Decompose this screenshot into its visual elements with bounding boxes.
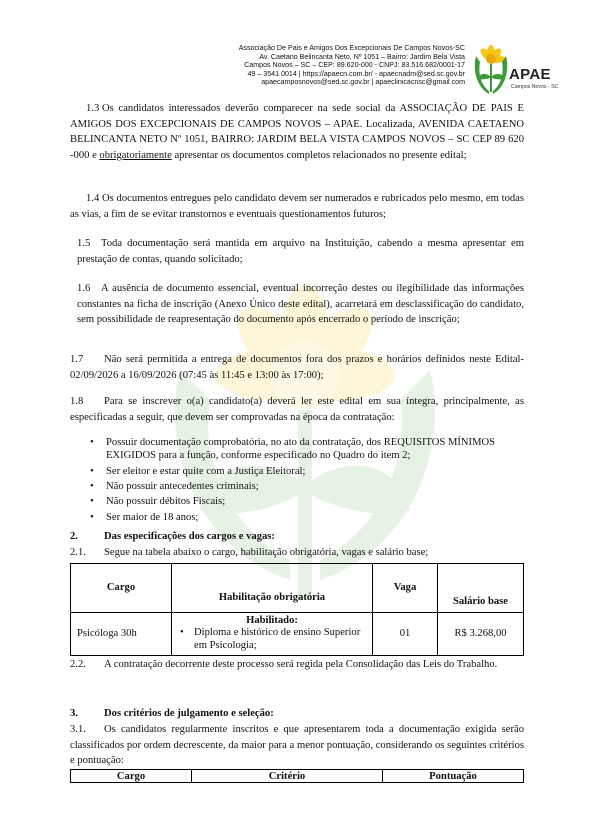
letterhead [190,44,465,87]
column-header: Cargo [71,564,172,613]
item-number: 1.5 [77,238,91,249]
habilitation-title: Habilitado: [246,614,298,626]
habilitation-item: • Diploma e histórico de ensino Superior em Psicologia; [178,627,366,652]
cell-salario: R$ 3.268,00 [438,613,524,656]
paragraph-1-7 [70,352,524,383]
table-row [71,613,524,656]
item-number: 1.4 [86,193,100,204]
item-number: 1.8 [70,396,84,407]
list-item: • Ser maior de 18 anos; [104,511,530,524]
criteria-table [70,769,524,783]
paragraph-text: apresentar os documentos completos relacionados no presente edital; [171,149,467,161]
section-title: Dos critérios de julgamento e seleção: [104,708,274,719]
paragraph-1-8 [70,394,524,425]
column-header: Habilitação obrigatória [172,564,373,613]
paragraph-text: A ausência de documento essencial, eventual incorreção destes ou ilegibilidade das informações constantes na ficha de inscrição (Anexo Único deste edital), acarretará em desclassificação do candidato, sem possibilidade de reapresentação do documento após encerrado o período de inscrição; [77,283,524,326]
letterhead-line: 49 – 3541 0014 | https://apaecn.com.br/ - apaecnadm@sed.sc.gov.br [247,69,465,78]
column-header: Pontuação [383,770,524,783]
list-item: • Ser eleitor e estar quite com a Justiça Eleitoral; [104,465,530,478]
column-header: Cargo [71,770,192,783]
paragraph-text: Para se inscrever o(a) candidato(a) deverá ler este edital em sua íntegra, principalmente, as especificadas a seguir, que devem ser comprovadas na época da contratação: [70,396,524,423]
item-number: 2.1. [70,547,86,558]
paragraph-1-4 [70,191,524,222]
requirements-list [70,436,530,526]
logo-subtitle: Campos Novos - SC [511,84,559,90]
section-number: 2. [70,531,78,542]
list-item: • Possuir documentação comprobatória, no ato da contratação, dos REQUISITOS MÍNIMOS EXIGIDOS para a função, conforme especificado no Quadro do item 2; [104,436,530,462]
underlined-word: obrigatoriamente [99,149,172,161]
criteria-table-wrapper [70,769,524,783]
section-3-heading [70,706,524,722]
section-title: Das especificações dos cargos e vagas: [104,531,275,542]
paragraph-2-1 [70,545,524,561]
paragraph-1-3 [70,101,524,163]
logo-title: APAE [509,66,551,83]
paragraph-text: Toda documentação será mantida em arquivo na Instituição, cabendo a mesma apresentar em prestação de contas, quando solicitado; [77,238,524,265]
table-header-row [71,564,524,613]
section-2-heading [70,529,524,545]
paragraph-text: Não será permitida a entrega de documentos fora dos prazos e horários definidos neste Edital- 02/09/2026 a 16/09/2026 (07:45 às 11:45 e 13:00 às 17:00); [70,354,524,381]
column-header: Salário base [438,564,524,613]
list-item: • Não possuir débitos Fiscais; [104,495,530,508]
item-number: 1.6 [77,283,91,294]
paragraph-text: A contratação decorrente deste processo será regida pela Consolidação das Leis do Trabalho. [104,659,498,670]
item-number: 2.2. [70,659,86,670]
column-header: Critério [192,770,383,783]
cell-cargo: Psicóloga 30h [71,613,172,656]
column-header: Vaga [373,564,438,613]
letterhead-line: Associação De Pais e Amigos Dos Excepcionais De Campos Novos-SC [238,44,465,52]
paragraph-text: Segue na tabela abaixo o cargo, habilitação obrigatória, vagas e salário base; [104,547,429,558]
positions-table-wrapper [70,563,524,656]
paragraph-3-1 [70,722,524,769]
paragraph-text: Os candidatos interessados deverão comparecer na sede social da ASSOCIAÇÃO DE PAIS E AMIGOS DOS EXCEPCIONAIS DE CAMPOS NOVOS – APAE. Localizada, AVENIDA CAETAENO BELINCANTA NETO Nº 1051, BAIRRO: JARDIM BELA VISTA CAMPOS NOVOS – SC CEP 89 620 -000 e [70,103,524,161]
paragraph-text: Os documentos entregues pelo candidato devem ser numerados e rubricados pelo mesmo, em todas as vias, a fim de se evitar transtornos e eventuais questionamentos futuros; [70,193,524,220]
paragraph-text: Os candidatos regularmente inscritos e que apresentarem toda a documentação exigida serão classificados por ordem decrescente, da maior para a menor pontuação, considerando os seguintes critérios e pontuação: [70,724,524,767]
letterhead-line: apaecamposnovos@sed.sc.gov.br | apaeclinicacnsc@gmail.com [261,78,465,87]
positions-table [70,563,524,656]
table-header-row [71,770,524,783]
item-number: 3.1. [70,724,86,735]
cell-habilitacao [172,613,373,656]
paragraph-1-6 [77,281,524,328]
paragraph-2-2 [70,657,524,673]
list-item: • Não possuir antecedentes criminais; [104,480,530,493]
item-number: 1.7 [70,354,84,365]
paragraph-1-5 [77,236,524,267]
section-number: 3. [70,708,78,719]
letterhead-line: Av. Caetano Belincanta Neto, Nº 1051 – Bairro: Jardim Bela Vista [259,52,465,61]
item-number: 1.3 [86,103,100,114]
letterhead-line: Campos Novos – SC – CEP: 89.620-000 - CNPJ: 83.516.682/0001-17 [244,61,465,70]
cell-vaga: 01 [373,613,438,656]
